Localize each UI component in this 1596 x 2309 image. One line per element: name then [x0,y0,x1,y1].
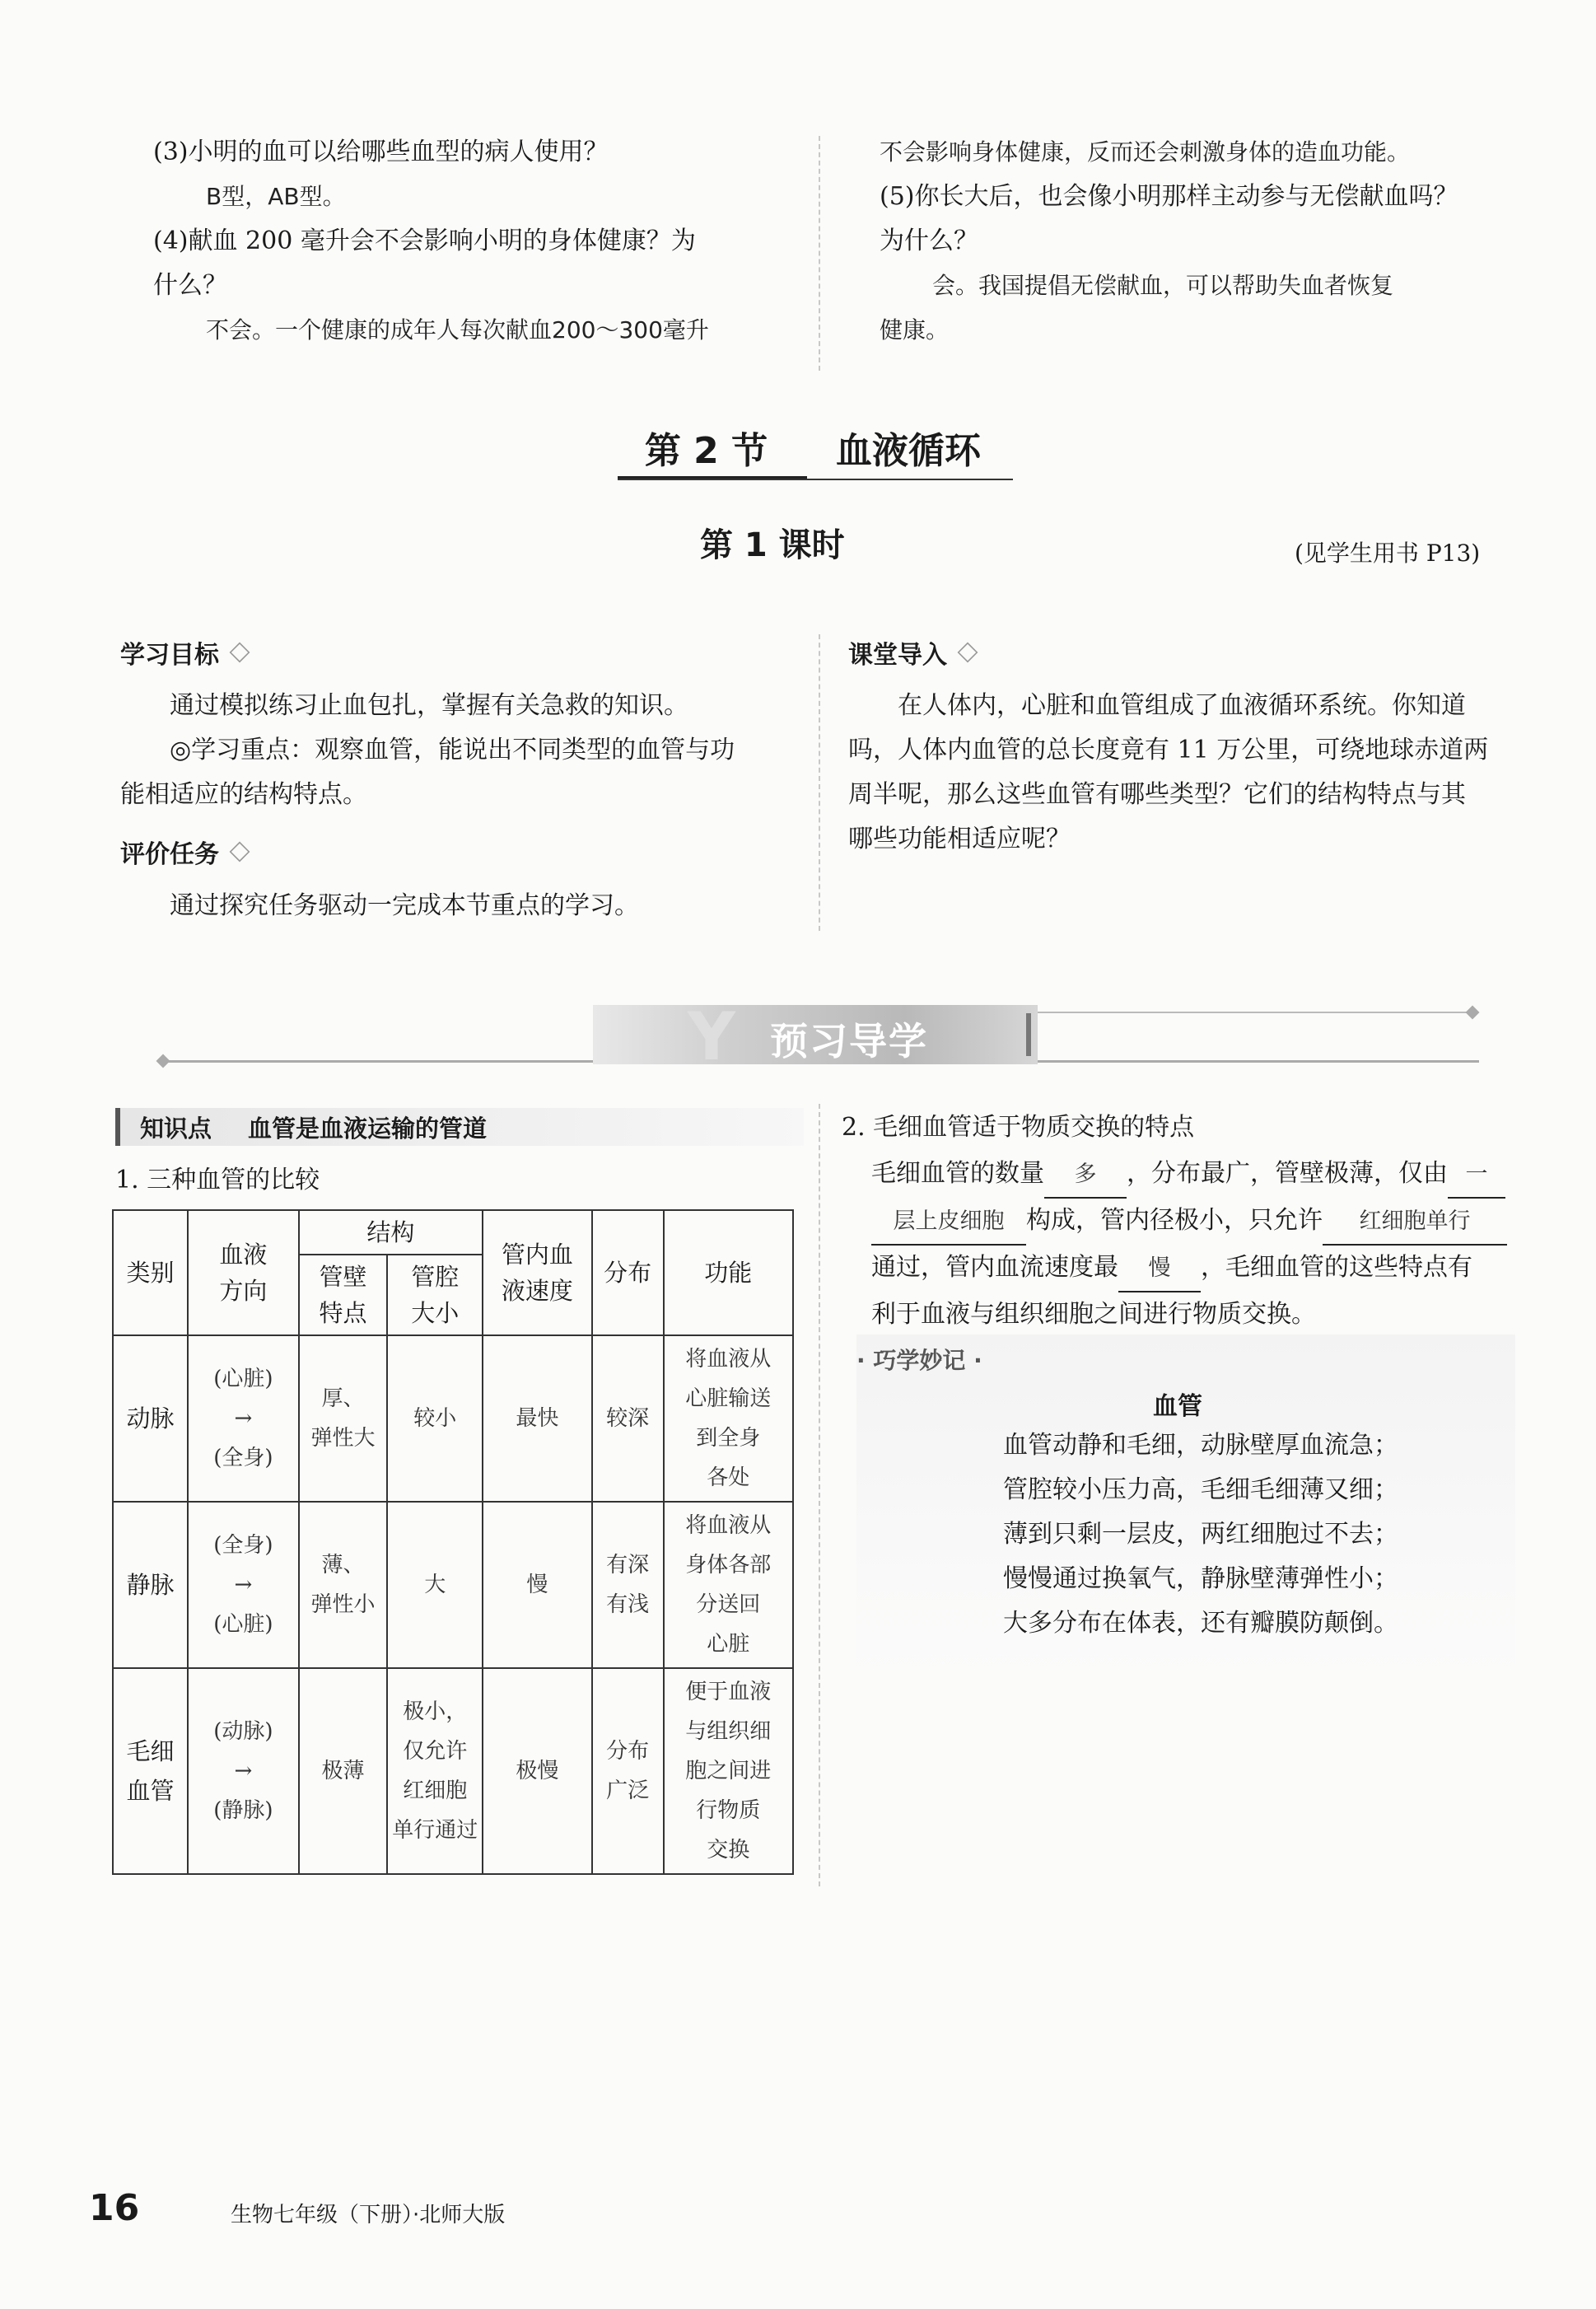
column-divider-bottom [819,1104,820,1886]
page-number: 16 [89,2187,140,2229]
goals-text-2-line1: ◎学习重点：观察血管，能说出不同类型的血管与功 [170,736,735,764]
table-row [113,1335,793,1502]
header-structure: 结构 [299,1210,483,1255]
goals-text-2-line2: 能相适应的结构特点。 [120,780,367,809]
row-capillary-name: 毛细 血管 [113,1668,188,1874]
row-capillary-speed: 极慢 [483,1668,591,1874]
knowledge-tag: 知识点 [140,1114,212,1143]
row-vein-name: 静脉 [113,1502,188,1668]
blood-vessel-table [112,1209,794,1875]
question-5-line1: (5)你长大后，也会像小明那样主动参与无偿献血吗？ [880,182,1458,211]
memo-line: 血管动静和毛细，动脉壁厚血流急； [1003,1431,1398,1460]
intro-line-2: 吗，人体内血管的总长度竟有 11 万公里，可绕地球赤道两 [848,736,1489,764]
knowledge-title: 血管是血液运输的管道 [248,1114,488,1143]
capillary-line-1: 毛细血管的数量 多 ，分布最广，管壁极薄，仅由 一 [871,1152,1530,1199]
answer-5-line2: 健康。 [880,316,950,344]
table-header-row [113,1210,793,1255]
row-artery-lumen: 较小 [387,1335,483,1502]
memo-line: 管腔较小压力高，毛细毛细薄又细； [1003,1475,1398,1504]
row-artery-direction: (心脏) → (全身) [188,1335,299,1502]
row-artery-distribution: 较深 [592,1335,664,1502]
header-lumen: 管腔 大小 [387,1255,483,1335]
answer-5-line1: 会。我国提倡无偿献血，可以帮助失血者恢复 [932,272,1394,299]
blank-quantity[interactable]: 多 [1044,1152,1127,1199]
answer-4: 不会。一个健康的成年人每次献血200～300毫升 [206,316,709,344]
intro-heading-text: 课堂导入 [848,641,947,670]
question-5-line2: 为什么？ [880,227,978,255]
row-capillary-distribution: 分布 广泛 [592,1668,664,1874]
blank-layer-cont[interactable]: 层上皮细胞 [871,1199,1026,1246]
row-artery-wall: 厚、 弹性大 [299,1335,388,1502]
header-function: 功能 [664,1210,793,1335]
question-3: (3)小明的血可以给哪些血型的病人使用？ [153,138,609,166]
blank-layer[interactable]: 一 [1448,1152,1505,1199]
row-artery-speed: 最快 [483,1335,591,1502]
answer-4-continued: 不会影响身体健康，反而还会刺激身体的造血功能。 [880,138,1411,166]
header-distribution: 分布 [592,1210,664,1335]
goals-body [120,684,804,817]
header-category: 类别 [113,1210,188,1335]
answer-3: B型，AB型。 [206,183,346,210]
row-capillary-function: 便于血液 与组织细 胞之间进 行物质 交换 [664,1668,793,1874]
blank-rbc[interactable]: 红细胞单行 [1323,1199,1507,1246]
row-artery-function: 将血液从 心脏输送 到全身 各处 [664,1335,793,1502]
banner-diamond-left [156,1054,170,1068]
capillary-line-4: 利于血液与组织细胞之间进行物质交换。 [871,1300,1316,1329]
table-row [113,1502,793,1668]
memo-title: 血管 [1153,1392,1202,1421]
memo-line: 薄到只剩一层皮，两红细胞过不去； [1003,1520,1398,1549]
row-vein-function: 将血液从 身体各部 分送回 心脏 [664,1502,793,1668]
intro-heading [848,634,977,671]
banner-letter: Y [688,998,735,1075]
question-4-line2: 什么？ [153,271,227,300]
memo-line: 慢慢通过换氧气，静脉壁薄弹性小； [1003,1564,1398,1593]
goals-heading-text: 学习目标 [120,641,219,670]
row-vein-speed: 慢 [483,1502,591,1668]
column-divider-mid [819,634,820,931]
banner-rule-right [1021,1012,1474,1013]
header-speed: 管内血 液速度 [483,1210,591,1335]
diamond-icon [230,842,250,862]
row-vein-lumen: 大 [387,1502,483,1668]
section-title: 血液循环 [836,430,981,472]
question-4-line1: (4)献血 200 毫升会不会影响小明的身体健康？为 [153,227,696,255]
header-direction: 血液 方向 [188,1210,299,1335]
section-underline-accent [618,476,807,479]
intro-line-1: 在人体内，心脏和血管组成了血液循环系统。你知道 [898,691,1466,720]
row-vein-direction: (全身) → (心脏) [188,1502,299,1668]
column-divider-top [819,136,820,371]
banner [593,998,1038,1075]
comparison-heading: 1. 三种血管的比较 [115,1166,320,1194]
task-heading-text: 评价任务 [120,840,219,869]
banner-diamond-right [1466,1006,1480,1020]
top-right-block [880,130,1538,353]
book-title: 生物七年级（下册）·北师大版 [231,2203,506,2227]
memo-line: 大多分布在体表，还有瓣膜防颠倒。 [1003,1609,1398,1638]
capillary-line-3: 通过，管内血流速度最 慢 ，毛细血管的这些特点有 [871,1246,1530,1292]
banner-bar [1026,1013,1031,1056]
blank-speed[interactable]: 慢 [1118,1246,1201,1292]
intro-line-4: 哪些功能相适应呢？ [848,825,1071,853]
capillary-line-2: 层上皮细胞 构成，管内径极小，只允许 红细胞单行 [871,1199,1530,1246]
diamond-icon [230,643,250,663]
task-text: 通过探究任务驱动一完成本节重点的学习。 [170,891,639,920]
task-heading [120,834,249,870]
row-vein-distribution: 有深 有浅 [592,1502,664,1668]
intro-line-3: 周半呢，那么这些血管有哪些类型？它们的结构特点与其 [848,780,1466,809]
knowledge-bar [115,1108,804,1146]
memo-lines [1003,1423,1398,1646]
goals-heading [120,634,249,671]
row-vein-wall: 薄、 弹性小 [299,1502,388,1668]
table-row [113,1668,793,1874]
memo-box [856,1334,1515,1680]
lesson-title: 第 1 课时 [700,526,845,564]
banner-text: 预习导学 [770,1019,928,1063]
goals-text-1: 通过模拟练习止血包扎，掌握有关急救的知识。 [170,691,688,720]
row-artery-name: 动脉 [113,1335,188,1502]
header-wall: 管壁 特点 [299,1255,388,1335]
intro-body [848,684,1532,862]
row-capillary-direction: (动脉) → (静脉) [188,1668,299,1874]
top-left-block [153,130,804,353]
row-capillary-lumen: 极小， 仅允许 红细胞 单行通过 [387,1668,483,1874]
diamond-icon [958,643,978,663]
row-capillary-wall: 极薄 [299,1668,388,1874]
capillary-heading: 2. 毛细血管适于物质交换的特点 [842,1113,1195,1142]
memo-label: · 巧学妙记 · [856,1347,982,1374]
book-reference: (见学生用书 P13) [1295,540,1481,567]
capillary-body [871,1152,1530,1337]
section-number: 第 2 节 [644,430,768,472]
section-heading [618,416,1013,480]
